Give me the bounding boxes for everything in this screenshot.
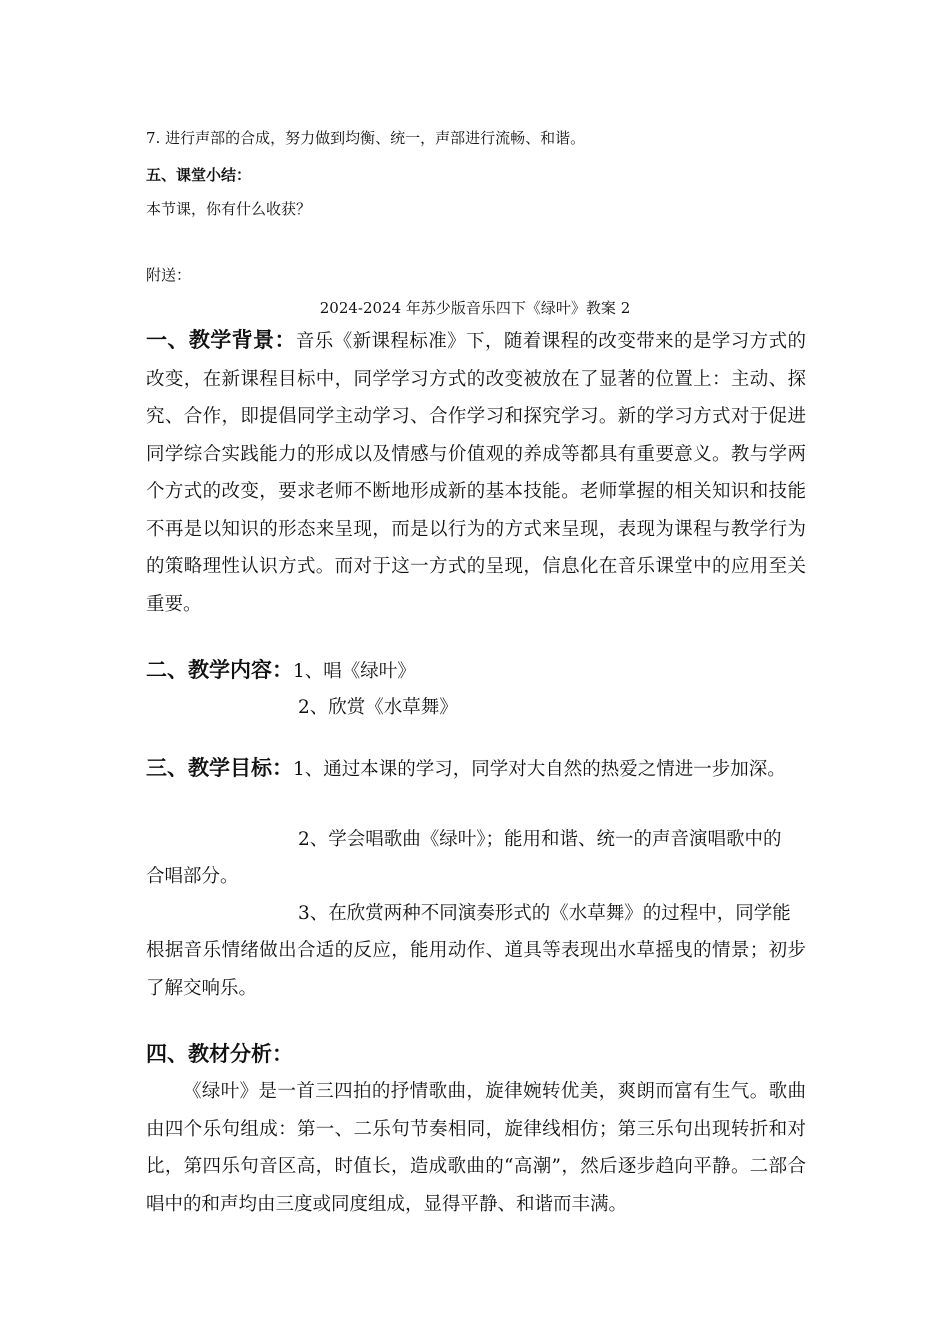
section-2-heading: 二、教学内容： (146, 658, 293, 682)
section-1-paragraph (146, 322, 806, 623)
section-3-goal-2-line-1: 2、学会唱歌曲《绿叶》；能用和谐、统一的声音演唱歌中的 (298, 829, 782, 850)
section-3-goal-3-line-1: 3、在欣赏两种不同演奏形式的《水草舞》的过程中，同学能 (298, 903, 791, 924)
section-2-item-1: 1、唱《绿叶》 (293, 661, 416, 682)
item-7-text: 7. 进行声部的合成，努力做到均衡、统一，声部进行流畅、和谐。 (146, 129, 586, 147)
section-5-text: 本节课，你有什么收获？ (146, 200, 312, 218)
section-3-goal-3-rest: 根据音乐情绪做出合适的反应，能用动作、道具等表现出水草摇曳的情景；初步了解交响乐。 (146, 940, 806, 999)
section-5-heading: 五、课堂小结： (146, 166, 252, 184)
section-4-heading-line (146, 1036, 293, 1075)
section-2-item-2: 2、欣赏《水草舞》 (298, 697, 458, 718)
appendix-label: 附送： (146, 266, 192, 284)
section-3-line-1 (146, 750, 786, 789)
section-4-paragraph: 《绿叶》是一首三四拍的抒情歌曲，旋律婉转优美，爽朗而富有生气。歌曲由四个乐句组成：第一、二乐句节奏相同，旋律线相仿；第三乐句出现转折和对比，第四乐句音区高，时值长，造成歌曲的“高潮”，然后逐步趋向平静。二部合唱中的和声均由三度或同度组成，显得平静、和谐而丰满。 (146, 1081, 806, 1215)
section-3-goal-2-line-2: 合唱部分。 (146, 866, 239, 887)
section-3-goal-1: 1、通过本课的学习，同学对大自然的热爱之情进一步加深。 (293, 759, 786, 780)
section-2-line-1 (146, 652, 416, 691)
section-3-heading: 三、教学目标： (146, 756, 293, 780)
document-title: 2024-2024 年苏少版音乐四下《绿叶》教案 2 (319, 299, 631, 317)
section-1-text: 音乐《新课程标准》下，随着课程的改变带来的是学习方式的改变，在新课程目标中，同学学习方式的改变被放在了显著的位置上：主动、探究、合作，即提倡同学主动学习、合作学习和探究学习。新的学习方式对于促进同学综合实践能力的形成以及情感与价值观的养成等都具有重要意义。教与学两个方式的改变，要求老师不断地形成新的基本技能。老师掌握的相关知识和技能不再是以知识的形态来呈现，而是以行为的方式来呈现，表现为课程与教学行为的策略理性认识方式。而对于这一方式的呈现，信息化在音乐课堂中的应用至关重要。 (146, 331, 807, 615)
section-1-heading: 一、教学背景： (146, 328, 296, 352)
section-4-heading: 四、教材分析： (146, 1042, 293, 1066)
